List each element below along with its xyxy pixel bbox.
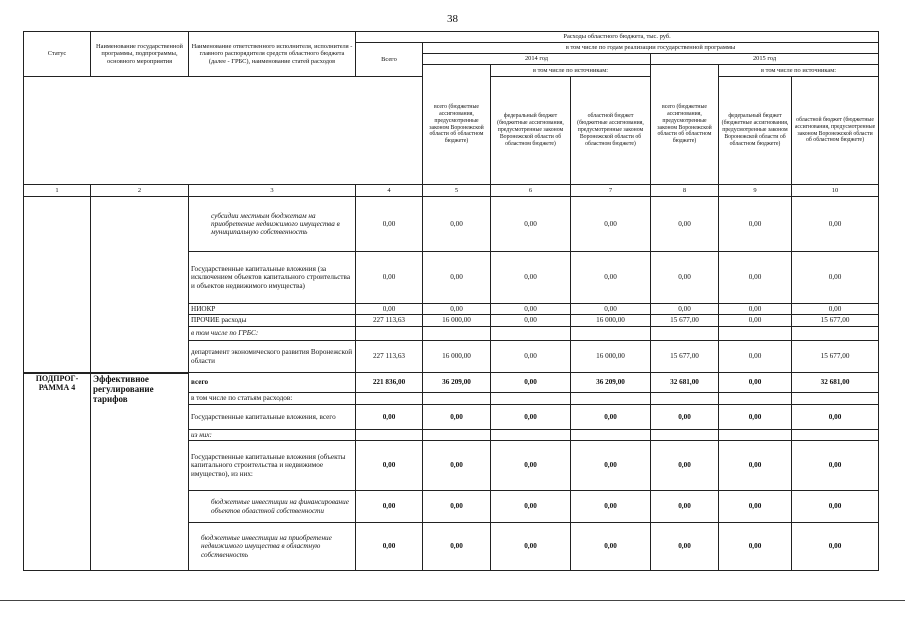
value-cell: 0,00	[719, 197, 792, 252]
value-cell: 16 000,00	[571, 341, 651, 373]
row-label: бюджетные инвестиции на приобретение недвижимого имущества в областную собственность	[189, 523, 356, 571]
value-cell: 0,00	[719, 304, 792, 315]
header-2014-regional: областной бюджет (бюджетные ассигнования, предусмотренные законом Воронежской области об областном бюджете)	[571, 77, 651, 185]
value-cell: 0,00	[356, 491, 423, 523]
value-cell: 0,00	[651, 405, 719, 430]
value-cell: 0,00	[491, 405, 571, 430]
value-cell: 0,00	[792, 441, 879, 491]
value-cell	[571, 393, 651, 405]
value-cell: 0,00	[356, 523, 423, 571]
program-cell	[91, 197, 189, 373]
row-label: НИОКР	[189, 304, 356, 315]
header-2014-sources: в том числе по источникам:	[491, 65, 651, 77]
header-total: Всего	[356, 43, 423, 77]
value-cell	[491, 327, 571, 341]
value-cell: 16 000,00	[423, 315, 491, 327]
value-cell: 32 681,00	[651, 373, 719, 393]
row-label: департамент экономического развития Воронежской области	[189, 341, 356, 373]
subprogram-name: Эффективное регулирование тарифов	[91, 373, 189, 571]
value-cell	[792, 430, 879, 441]
value-cell: 227 113,63	[356, 315, 423, 327]
value-cell: 0,00	[719, 523, 792, 571]
col-num: 2	[91, 185, 189, 197]
value-cell: 0,00	[792, 197, 879, 252]
row-label: Государственные капитальные вложения, всего	[189, 405, 356, 430]
value-cell: 0,00	[491, 315, 571, 327]
row-label: бюджетные инвестиции на финансирование объектов областной собственности	[189, 491, 356, 523]
header-program-name: Наименование государственной программы, подпрограммы, основного мероприятия	[91, 32, 189, 77]
value-cell: 0,00	[491, 197, 571, 252]
row-label: ПРОЧИЕ расходы	[189, 315, 356, 327]
value-cell	[356, 327, 423, 341]
value-cell: 0,00	[571, 405, 651, 430]
header-2015-sources: в том числе по источникам:	[719, 65, 879, 77]
value-cell	[719, 327, 792, 341]
col-num: 6	[491, 185, 571, 197]
value-cell	[571, 327, 651, 341]
value-cell	[651, 393, 719, 405]
value-cell: 0,00	[651, 252, 719, 304]
value-cell: 0,00	[423, 405, 491, 430]
value-cell: 16 000,00	[423, 341, 491, 373]
value-cell: 0,00	[719, 315, 792, 327]
row-label: в том числе по статьям расходов:	[189, 393, 356, 405]
value-cell: 0,00	[651, 304, 719, 315]
col-num: 10	[792, 185, 879, 197]
value-cell	[571, 430, 651, 441]
col-num: 4	[356, 185, 423, 197]
header-status: Статус	[24, 32, 91, 77]
status-cell	[24, 197, 91, 373]
value-cell: 0,00	[571, 441, 651, 491]
row-label: субсидии местным бюджетам на приобретение недвижимого имущества в муниципальную собственность	[189, 197, 356, 252]
value-cell: 0,00	[651, 441, 719, 491]
header-spacer	[24, 77, 423, 185]
row-label: из них:	[189, 430, 356, 441]
subprogram-status: ПОДПРОГ-РАММА 4	[24, 373, 91, 571]
value-cell: 0,00	[651, 523, 719, 571]
value-cell: 0,00	[719, 373, 792, 393]
value-cell: 0,00	[356, 304, 423, 315]
value-cell	[423, 430, 491, 441]
value-cell: 0,00	[571, 491, 651, 523]
value-cell: 0,00	[651, 197, 719, 252]
col-num: 9	[719, 185, 792, 197]
value-cell	[651, 327, 719, 341]
col-num: 8	[651, 185, 719, 197]
row-label: Государственные капитальные вложения (за исключением объектов капитального строительства и объектов недвижимого имущества)	[189, 252, 356, 304]
header-2015-federal: федеральный бюджет (бюджетные ассигнования, предусмотренные законом Воронежской области об областном бюджете)	[719, 77, 792, 185]
value-cell: 0,00	[719, 252, 792, 304]
value-cell: 0,00	[491, 341, 571, 373]
value-cell: 16 000,00	[571, 315, 651, 327]
col-num: 7	[571, 185, 651, 197]
value-cell: 0,00	[423, 304, 491, 315]
value-cell: 0,00	[356, 441, 423, 491]
value-cell: 0,00	[719, 441, 792, 491]
value-cell: 0,00	[491, 491, 571, 523]
col-num: 3	[189, 185, 356, 197]
value-cell: 0,00	[423, 441, 491, 491]
col-num: 5	[423, 185, 491, 197]
value-cell: 0,00	[423, 491, 491, 523]
value-cell: 0,00	[792, 491, 879, 523]
value-cell: 15 677,00	[792, 315, 879, 327]
header-executor: Наименование ответственного исполнителя, исполнителя - главного распорядителя средств областного бюджета (далее - ГРБС), наименование статей расходов	[189, 32, 356, 77]
value-cell	[423, 393, 491, 405]
value-cell: 227 113,63	[356, 341, 423, 373]
value-cell: 36 209,00	[571, 373, 651, 393]
value-cell	[356, 393, 423, 405]
value-cell: 0,00	[423, 252, 491, 304]
header-2015-all: всего (бюджетные ассигнования, предусмотренные законом Воронежской области об областном бюджете)	[651, 65, 719, 185]
value-cell: 0,00	[719, 405, 792, 430]
value-cell	[719, 430, 792, 441]
value-cell	[491, 393, 571, 405]
value-cell	[792, 327, 879, 341]
value-cell: 0,00	[792, 523, 879, 571]
row-label: всего	[189, 373, 356, 393]
col-num: 1	[24, 185, 91, 197]
header-year-2015: 2015 год	[651, 54, 879, 65]
row-label: в том числе по ГРБС:	[189, 327, 356, 341]
value-cell: 15 677,00	[651, 315, 719, 327]
value-cell: 0,00	[571, 304, 651, 315]
value-cell: 0,00	[491, 304, 571, 315]
value-cell: 0,00	[719, 491, 792, 523]
page-bottom-rule	[0, 600, 905, 601]
value-cell: 0,00	[571, 197, 651, 252]
header-year-2014: 2014 год	[423, 54, 651, 65]
value-cell: 0,00	[356, 252, 423, 304]
table-row	[24, 197, 879, 252]
value-cell: 0,00	[792, 252, 879, 304]
value-cell	[356, 430, 423, 441]
value-cell: 0,00	[423, 523, 491, 571]
row-label: Государственные капитальные вложения (объекты капитального строительства и недвижимое имущество), из них:	[189, 441, 356, 491]
value-cell: 15 677,00	[651, 341, 719, 373]
value-cell	[423, 327, 491, 341]
value-cell: 0,00	[423, 197, 491, 252]
value-cell: 0,00	[651, 491, 719, 523]
header-by-years: в том числе по годам реализации государственной программы	[423, 43, 879, 54]
value-cell	[792, 393, 879, 405]
value-cell: 0,00	[491, 441, 571, 491]
value-cell	[491, 430, 571, 441]
value-cell: 0,00	[792, 304, 879, 315]
budget-table	[23, 31, 879, 571]
value-cell: 0,00	[491, 252, 571, 304]
value-cell: 32 681,00	[792, 373, 879, 393]
header-2014-all: всего (бюджетные ассигнования, предусмотренные законом Воронежской области об областном бюджете)	[423, 65, 491, 185]
value-cell: 0,00	[719, 341, 792, 373]
page-number: 38	[447, 13, 458, 25]
value-cell	[719, 393, 792, 405]
header-2014-federal: федеральный бюджет (бюджетные ассигнования, предусмотренные законом Воронежской области об областном бюджете)	[491, 77, 571, 185]
value-cell: 221 836,00	[356, 373, 423, 393]
value-cell: 0,00	[491, 523, 571, 571]
value-cell: 0,00	[571, 523, 651, 571]
value-cell: 0,00	[491, 373, 571, 393]
value-cell: 15 677,00	[792, 341, 879, 373]
value-cell: 0,00	[356, 405, 423, 430]
value-cell: 36 209,00	[423, 373, 491, 393]
value-cell: 0,00	[792, 405, 879, 430]
value-cell: 0,00	[571, 252, 651, 304]
value-cell	[651, 430, 719, 441]
header-2015-regional: областной бюджет (бюджетные ассигнования, предусмотренные законом Воронежской области об областном бюджете)	[792, 77, 879, 185]
header-expenses-title: Расходы областного бюджета, тыс. руб.	[356, 32, 879, 43]
table-row	[24, 373, 879, 393]
value-cell: 0,00	[356, 197, 423, 252]
